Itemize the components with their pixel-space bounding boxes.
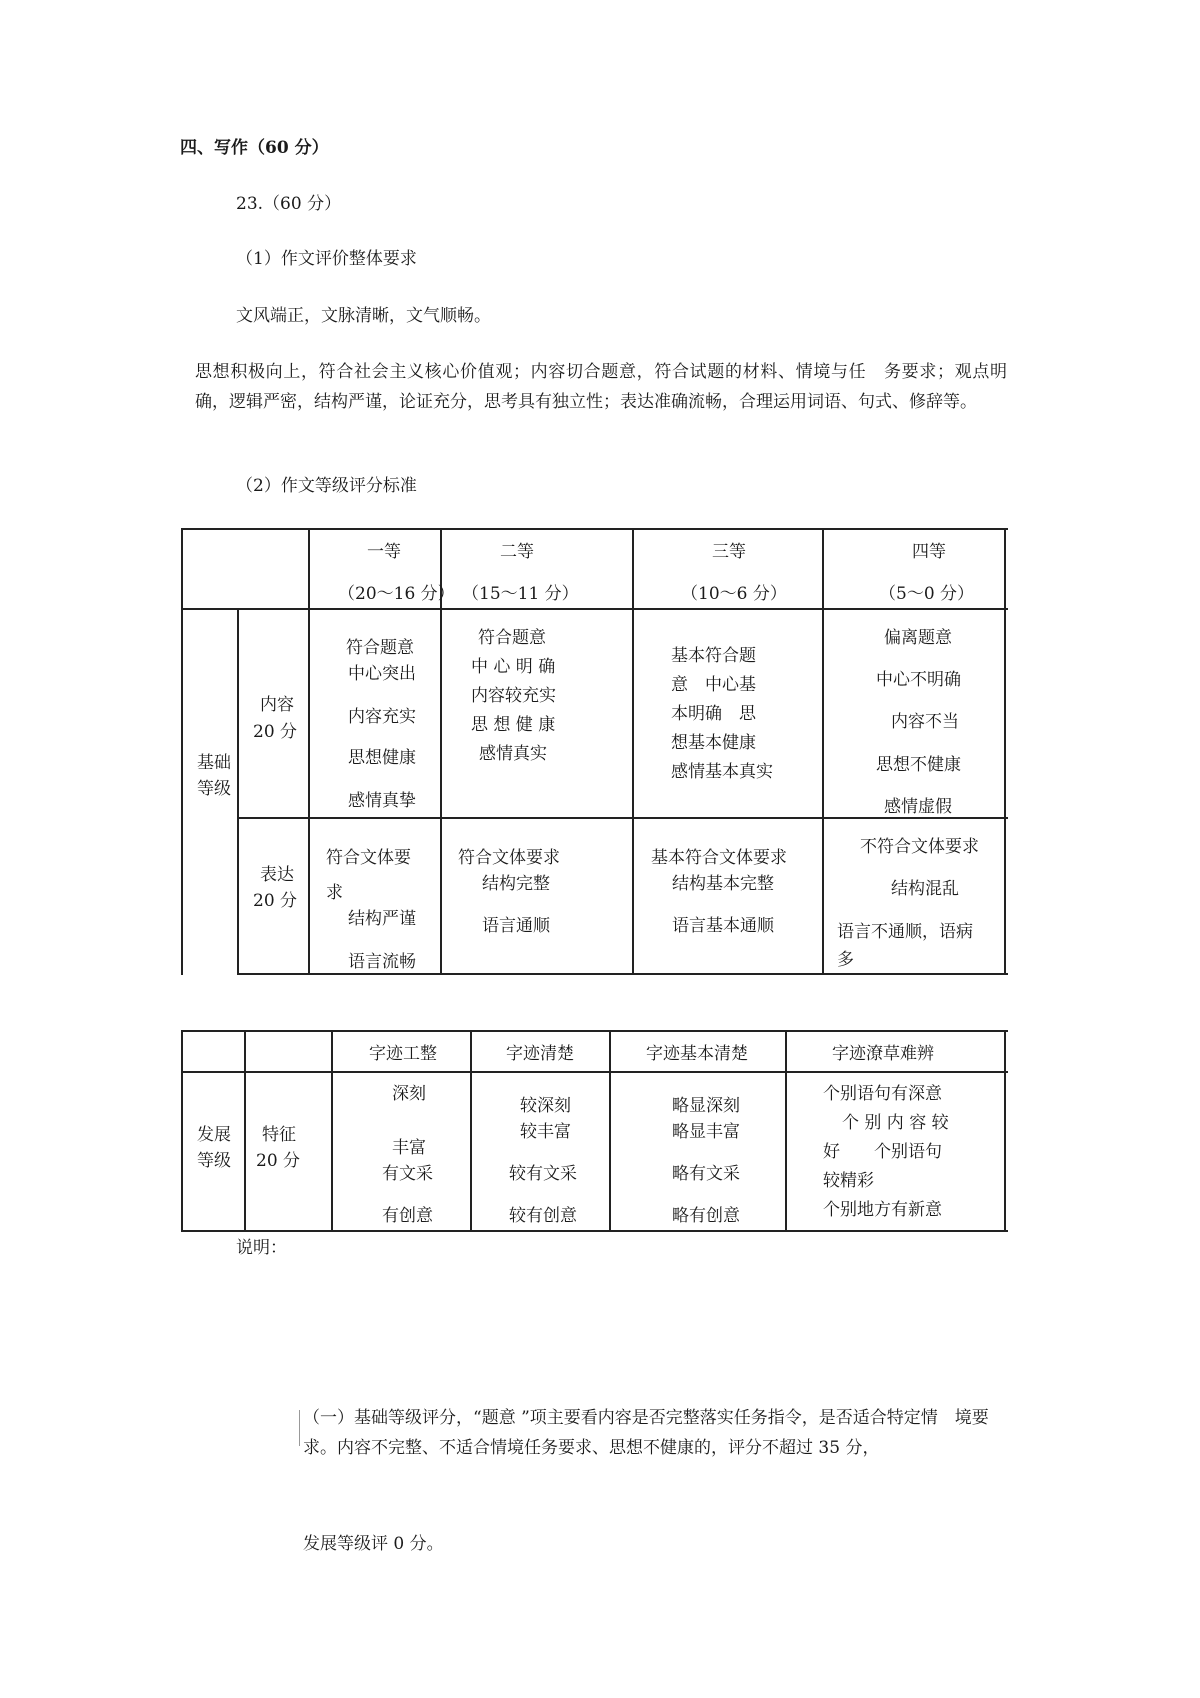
grade4-range: （5～0 分）: [879, 584, 975, 604]
content-label-2: 20 分: [253, 722, 298, 742]
feature-g3-line4: 略有创意: [672, 1206, 740, 1226]
expr-g4-line4: 多: [837, 950, 854, 970]
grade2-header: 二等: [500, 542, 534, 562]
expr-g1-line3: 结构严谨: [348, 909, 416, 929]
expr-g2-line3: 语言通顺: [482, 916, 550, 936]
feature-g4-line5: 个别地方有新意: [823, 1200, 942, 1220]
expr-g1-line1: 符合文体要: [326, 848, 411, 868]
content-g4-line3: 内容不当: [891, 712, 959, 732]
section-title: 四、写作（60 分）: [180, 138, 329, 158]
content-g2-line2: 中 心 明 确: [471, 657, 556, 677]
feature-g2-line1: 较深刻: [520, 1096, 571, 1116]
content-g2-line5: 感情真实: [479, 744, 547, 764]
expr-g1-line4: 语言流畅: [348, 952, 416, 972]
question-label: 23.（60 分）: [236, 194, 342, 214]
note-margin-mark: [299, 1410, 300, 1446]
handwriting-header-4: 字迹潦草难辨: [832, 1044, 934, 1064]
expression-label-2: 20 分: [253, 891, 298, 911]
content-g4-line1: 偏离题意: [884, 628, 952, 648]
content-g1-line1: 符合题意: [346, 638, 414, 658]
content-g3-line3: 本明确 思: [671, 704, 756, 724]
development-level-label-2: 等级: [197, 1151, 231, 1171]
part1-line1: 文风端正，文脉清晰，文气顺畅。: [236, 306, 491, 326]
content-g1-line2: 中心突出: [348, 664, 416, 684]
grade1-range: （20～16 分）: [338, 584, 455, 604]
basic-level-label-2: 等级: [197, 779, 231, 799]
part1-title: （1）作文评价整体要求: [236, 249, 417, 269]
feature-g4-line4: 较精彩: [823, 1171, 874, 1191]
expr-g4-line2: 结构混乱: [891, 879, 959, 899]
expr-g2-line2: 结构完整: [482, 874, 550, 894]
note-2: 发展等级评 0 分。: [303, 1534, 444, 1554]
feature-g1-line4: 有创意: [382, 1206, 433, 1226]
content-g2-line1: 符合题意: [478, 628, 546, 648]
content-g3-line4: 想基本健康: [671, 733, 756, 753]
expr-g3-line1: 基本符合文体要求: [651, 848, 787, 868]
grade3-header: 三等: [712, 542, 746, 562]
expr-g3-line2: 结构基本完整: [672, 874, 774, 894]
handwriting-header-2: 字迹清楚: [506, 1044, 574, 1064]
part2-title: （2）作文等级评分标准: [236, 476, 417, 496]
feature-g1-line2: 丰富: [392, 1138, 426, 1158]
expr-g4-line1: 不符合文体要求: [860, 837, 979, 857]
handwriting-header-3: 字迹基本清楚: [646, 1044, 748, 1064]
feature-g2-line2: 较丰富: [520, 1122, 571, 1142]
content-g3-line2: 意 中心基: [671, 675, 756, 695]
feature-label-2: 20 分: [256, 1151, 301, 1171]
development-level-label-1: 发展: [197, 1125, 231, 1145]
content-g1-line4: 思想健康: [348, 748, 416, 768]
grade1-header: 一等: [367, 542, 401, 562]
grade3-range: （10～6 分）: [681, 584, 787, 604]
content-g2-line4: 思 想 健 康: [471, 715, 556, 735]
feature-g2-line4: 较有创意: [509, 1206, 577, 1226]
feature-g1-line1: 深刻: [392, 1084, 426, 1104]
content-g2-line3: 内容较充实: [471, 686, 556, 706]
feature-g4-line3: 好 个别语句: [823, 1142, 942, 1162]
feature-g4-line2: 个 别 内 容 较: [842, 1113, 949, 1133]
feature-g3-line3: 略有文采: [672, 1164, 740, 1184]
content-g3-line5: 感情基本真实: [671, 762, 773, 782]
content-g4-line4: 思想不健康: [876, 755, 961, 775]
content-g3-line1: 基本符合题: [671, 646, 756, 666]
feature-g1-line3: 有文采: [382, 1164, 433, 1184]
expr-g3-line3: 语言基本通顺: [672, 916, 774, 936]
feature-label-1: 特征: [262, 1125, 296, 1145]
grade4-header: 四等: [912, 542, 946, 562]
content-g1-line5: 感情真挚: [348, 791, 416, 811]
grade2-range: （15～11 分）: [462, 584, 579, 604]
expression-label-1: 表达: [260, 865, 294, 885]
content-g4-line2: 中心不明确: [876, 670, 961, 690]
feature-g2-line3: 较有文采: [509, 1164, 577, 1184]
note-1: （一）基础等级评分，“题意 ”项主要看内容是否完整落实任务指令，是否适合特定情 境要求。内容不完整、不适合情境任务要求、思想不健康的，评分不超过 35 分，: [303, 1408, 989, 1458]
feature-g3-line2: 略显丰富: [672, 1122, 740, 1142]
content-g4-line5: 感情虚假: [884, 797, 952, 817]
part1-paragraph: 思想积极向上，符合社会主义核心价值观；内容切合题意，符合试题的材料、情境与任 务要求；观点明确，逻辑严密，结构严谨，论证充分，思考具有独立性；表达准确流畅，合理运用词语、句式、修辞等。: [195, 362, 1007, 412]
content-label-1: 内容: [260, 695, 294, 715]
expr-g2-line1: 符合文体要求: [458, 848, 560, 868]
feature-g4-line1: 个别语句有深意: [823, 1084, 942, 1104]
expr-g4-line3: 语言不通顺，语病: [837, 922, 973, 942]
explain-label: 说明：: [236, 1238, 287, 1258]
content-g1-line3: 内容充实: [348, 707, 416, 727]
basic-level-label-1: 基础: [197, 753, 231, 773]
handwriting-header-1: 字迹工整: [369, 1044, 437, 1064]
feature-g3-line1: 略显深刻: [672, 1096, 740, 1116]
expr-g1-line2: 求: [326, 883, 343, 903]
